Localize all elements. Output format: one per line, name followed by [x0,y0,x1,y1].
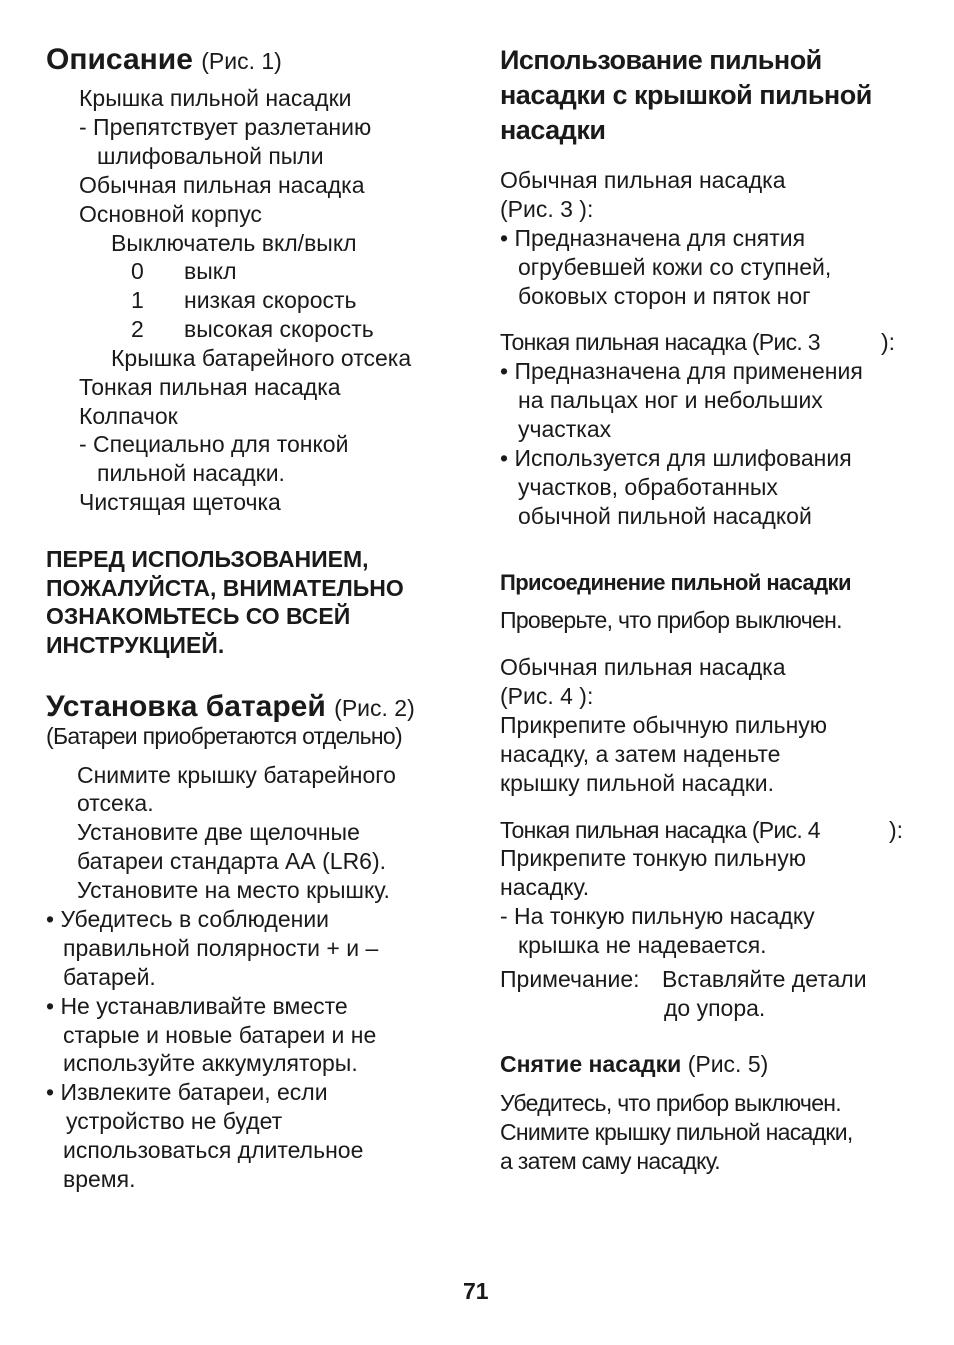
battery-fig-ref: (Рис. 2) [334,695,415,721]
switch-position-label: низкая скорость [184,287,357,313]
warning-line: ОЗНАКОМЬТЕСЬ СО ВСЕЙ [46,603,351,629]
remove-line: Снимите крышку пильной насадки, [500,1119,853,1145]
regular-attachment-fig: (Рис. 3 ): [500,196,594,222]
usage-title-line: насадки с крышкой пильной [500,80,872,110]
switch-position-label: выкл [184,258,237,284]
attach-heading: Присоединение пильной насадки [500,570,851,595]
description-item: Крышка батарейного отсека [111,345,412,371]
description-item: Крышка пильной насадки [79,85,352,111]
remove-line: а затем саму насадку. [500,1148,720,1174]
fine-attachment-label: Тонкая пильная насадка (Рис. 3 [500,329,820,355]
fine-bullet: • Используется для шлифования [500,445,852,471]
note-text: до упора. [664,995,766,1021]
page-number: 71 [463,1278,489,1304]
regular-bullet: огрубевшей кожи со ступней, [518,254,832,280]
battery-bullet: • Убедитесь в соблюдении [46,906,330,932]
switch-position-number: 1 [131,287,144,313]
description-fig-ref: (Рис. 1) [201,48,282,74]
switch-position-number: 2 [131,316,144,342]
usage-title-line: насадки [500,115,606,145]
note-text: Вставляйте детали [662,966,867,992]
remove-heading [500,1050,768,1079]
battery-bullet: старые и новые батареи и не [63,1022,377,1048]
battery-bullet: время. [63,1166,136,1192]
fine-bullet: на пальцах ног и небольших [518,387,823,413]
battery-bullet: используйте аккумуляторы. [63,1050,358,1076]
warning-line: ИНСТРУКЦИЕЙ. [46,632,225,658]
battery-title: Установка батарей [46,690,326,723]
battery-heading [46,689,415,726]
description-item: Выключатель вкл/выкл [111,230,357,256]
attach-fine-label: Тонкая пильная насадка (Рис. 4 [500,817,820,843]
remove-fig-ref: (Рис. 5) [687,1051,769,1077]
attach-check: Проверьте, что прибор выключен. [500,607,842,633]
regular-attachment-label: Обычная пильная насадка [500,167,786,193]
description-item: - Препятствует разлетанию [79,114,372,140]
attach-regular-line: (Рис. 4 ): [500,683,594,709]
remove-line: Убедитесь, что прибор выключен. [500,1090,841,1116]
fine-bullet: участках [518,416,612,442]
description-item: шлифовальной пыли [97,143,324,169]
switch-position-number: 0 [131,258,144,284]
description-item: Колпачок [79,403,178,429]
battery-step: Установите две щелочные [77,819,360,845]
battery-step: батареи стандарта АА (LR6). [77,848,387,874]
regular-bullet: • Предназначена для снятия [500,225,806,251]
attach-regular-line: крышку пильной насадки. [500,770,774,796]
description-title: Описание [46,43,193,76]
fine-bullet: участков, обработанных [518,474,778,500]
battery-step: Установите на место крышку. [77,877,390,903]
description-item: Основной корпус [79,201,262,227]
note-label: Примечание: [500,966,640,992]
battery-bullet: использоваться длительное [63,1137,364,1163]
attach-fine-line: - На тонкую пильную насадку [500,903,815,929]
usage-title-line: Использование пильной [500,45,822,75]
description-item: Тонкая пильная насадка [79,374,341,400]
battery-step: отсека. [77,790,154,816]
battery-bullet: правильной полярности + и – [63,935,379,961]
battery-bullet: батарей. [63,964,156,990]
description-item: - Специально для тонкой [79,431,349,457]
attach-fine-suffix: ): [889,817,904,843]
battery-bullet: • Извлеките батареи, если [46,1079,328,1105]
description-item: Обычная пильная насадка [79,172,365,198]
attach-regular-line: Обычная пильная насадка [500,654,786,680]
warning-line: ПЕРЕД ИСПОЛЬЗОВАНИЕМ, [46,546,369,572]
description-item: пильной насадки. [97,460,285,486]
battery-bullet: • Не устанавливайте вместе [46,993,348,1019]
fine-bullet: • Предназначена для применения [500,358,863,384]
attach-regular-line: Прикрепите обычную пильную [500,712,828,738]
attach-regular-line: насадку, а затем наденьте [500,741,781,767]
description-item: Чистящая щеточка [79,489,281,515]
attach-fine-line: насадку. [500,874,590,900]
remove-title: Снятие насадки [500,1051,682,1077]
battery-subtitle: (Батареи приобретаются отдельно) [46,723,402,749]
warning-line: ПОЖАЛУЙСТА, ВНИМАТЕЛЬНО [46,575,404,601]
fine-attachment-suffix: ): [881,329,896,355]
description-heading [46,42,282,79]
attach-fine-line: Прикрепите тонкую пильную [500,845,806,871]
regular-bullet: боковых сторон и пяток ног [518,283,811,309]
attach-fine-line: крышка не надевается. [518,932,767,958]
battery-bullet: устройство не будет [66,1108,283,1134]
switch-position-label: высокая скорость [184,316,374,342]
battery-step: Снимите крышку батарейного [77,762,396,788]
fine-bullet: обычной пильной насадкой [518,503,812,529]
